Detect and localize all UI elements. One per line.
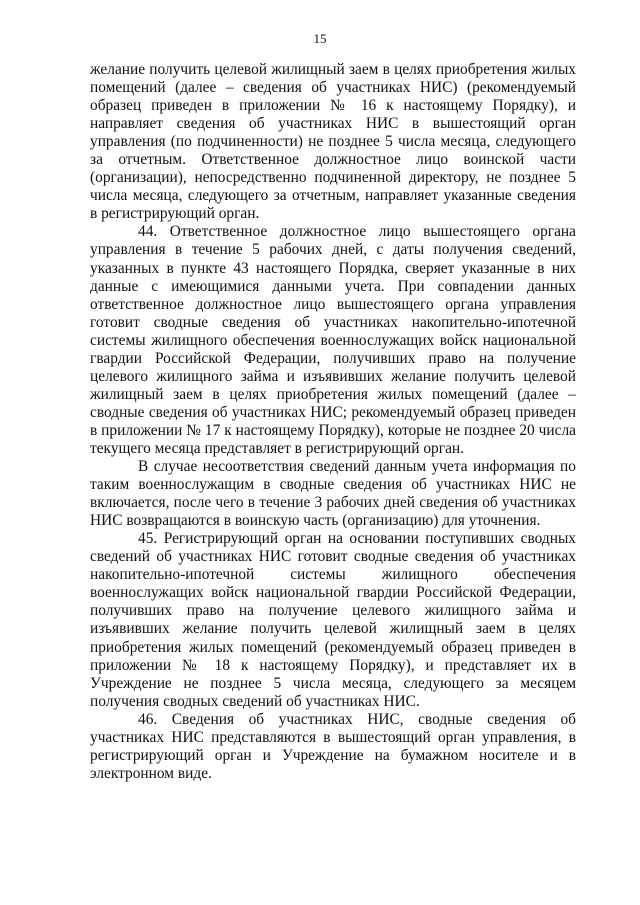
page-number: 15 bbox=[313, 31, 327, 46]
paragraph-continuation: желание получить целевой жилищный заем в целях приобретения жилых помещений (далее – сведения об участниках НИС) (рекомендуемый образец приведен в приложении № 16 к настоящему Порядку), и направляет сведения об участниках НИС в вышестоящий орган управления (по подчиненности) не позднее 5 числа месяца, следующего за отчетным. Ответственное должностное лицо воинской части (организации), непосредственно подчиненной директору, не позднее 5 числа месяца, следующего за отчетным, направляет указанные сведения в регистрирующий орган. bbox=[90, 61, 576, 223]
paragraph-item-45: 45. Регистрирующий орган на основании поступивших сводных сведений об участниках НИС готовит сводные сведения об участниках накопительно-ипотечной системы жилищного обеспечения военнослужащих войск национальной гвардии Российской Федерации, получивших право на получение целевого жилищного займа и изъявивших желание получить целевой жилищный заем в целях приобретения жилых помещений (рекомендуемый образец приведен в приложении № 18 к настоящему Порядку), и представляет их в Учреждение не позднее 5 числа месяца, следующего за месяцем получения сводных сведений об участниках НИС. bbox=[90, 530, 576, 710]
paragraph-item-46: 46. Сведения об участниках НИС, сводные сведения об участниках НИС представляются в вышестоящий орган управления, в регистрирующий орган и Учреждение на бумажном носителе и в электронном виде. bbox=[90, 710, 576, 782]
paragraph-item-44: 44. Ответственное должностное лицо вышестоящего органа управления в течение 5 рабочих дней, с даты получения сведений, указанных в пункте 43 настоящего Порядка, сверяет указанные в них данные с имеющимися данными учета. При совпадении данных ответственное должностное лицо вышестоящего органа управления готовит сводные сведения об участниках накопительно-ипотечной системы жилищного обеспечения военнослужащих войск национальной гвардии Российской Федерации, получивших право на получение целевого жилищного займа и изъявивших желание получить целевой жилищный заем в целях приобретения жилых помещений (далее – сводные сведения об участниках НИС; рекомендуемый образец приведен в приложении № 17 к настоящему Порядку), которые не позднее 20 числа текущего месяца представляет в регистрирующий орган. bbox=[90, 223, 576, 457]
document-body bbox=[90, 61, 576, 783]
paragraph-mismatch-clause: В случае несоответствия сведений данным учета информация по таким военнослужащим в сводные сведения об участниках НИС не включается, после чего в течение 3 рабочих дней сведения об участниках НИС возвращаются в воинскую часть (организацию) для уточнения. bbox=[90, 458, 576, 530]
